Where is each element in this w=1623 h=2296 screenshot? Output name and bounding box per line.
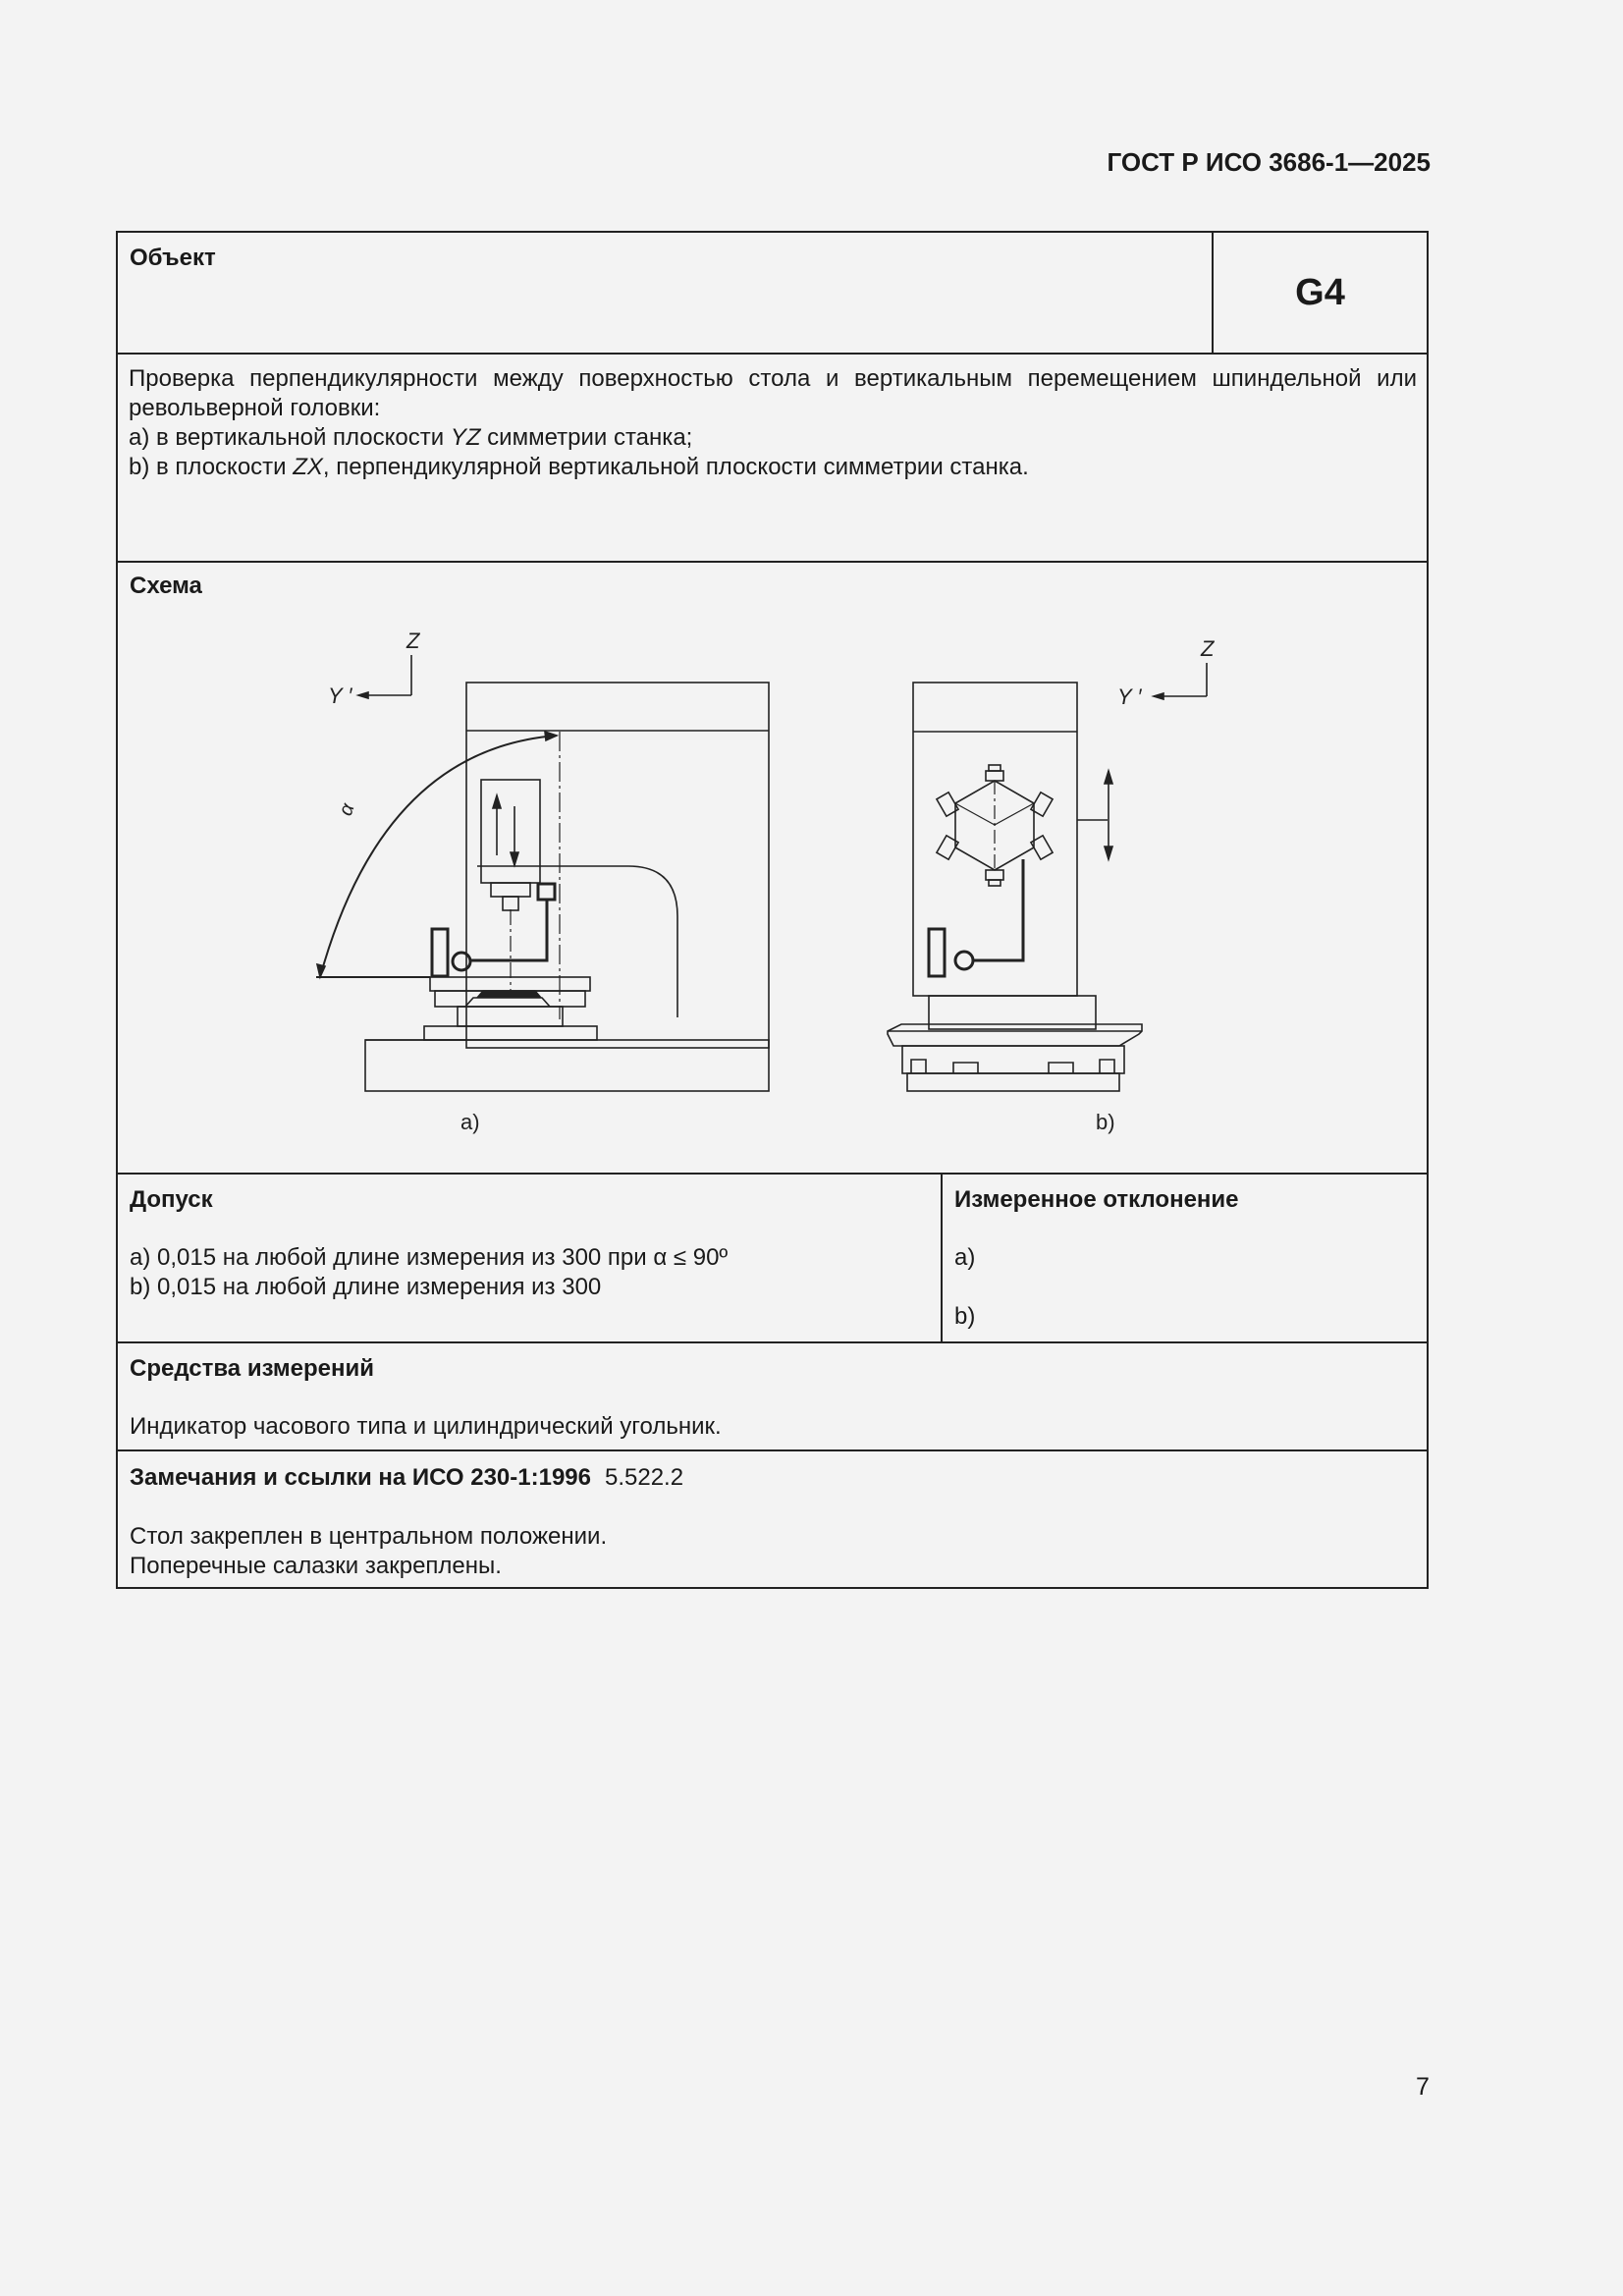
notes-line-1: Стол закреплен в центральном положении. xyxy=(130,1523,608,1550)
notes-heading: Замечания и ссылки на ИСО 230-1:1996 5.522.2 xyxy=(130,1464,684,1491)
tolerance-row xyxy=(118,1175,1427,1343)
measuring-means-row xyxy=(118,1343,1427,1451)
schema-drawing xyxy=(118,602,1427,1172)
description-main: Проверка перпендикулярности между поверхностью стола и вертикальным перемещением шпиндельной или револьверной головки: xyxy=(129,365,1417,421)
deviation-a: a) xyxy=(954,1244,976,1271)
deviation-label: Измеренное отклонение xyxy=(954,1186,1239,1213)
object-description-row xyxy=(118,355,1427,563)
alpha-label: α xyxy=(335,800,359,819)
page-number: 7 xyxy=(1416,2073,1430,2101)
deviation-b: b) xyxy=(954,1303,976,1330)
axis-z-label-a: Z xyxy=(406,629,420,653)
means-text: Индикатор часового типа и цилиндрический угольник. xyxy=(130,1413,722,1440)
caption-b: b) xyxy=(1096,1110,1115,1134)
caption-a: a) xyxy=(460,1110,480,1134)
description-item-b: b) в плоскости ZX, перпендикулярной вертикальной плоскости симметрии станка. xyxy=(129,454,1029,480)
schema-label: Схема xyxy=(130,573,202,599)
notes-line-2: Поперечные салазки закреплены. xyxy=(130,1553,502,1579)
tolerance-line-b: b) 0,015 на любой длине измерения из 300 xyxy=(130,1274,602,1300)
schema-row xyxy=(118,563,1427,1175)
test-form-table xyxy=(116,231,1429,1589)
test-code: G4 xyxy=(1212,233,1427,353)
object-label: Объект xyxy=(130,245,216,271)
axis-y-label-a: Y ′ xyxy=(328,683,352,708)
object-row xyxy=(118,233,1427,355)
tolerance-line-a: a) 0,015 на любой длине измерения из 300 при α ≤ 90º xyxy=(130,1244,729,1271)
notes-row xyxy=(118,1451,1427,1587)
tolerance-label: Допуск xyxy=(130,1186,213,1213)
figure-b xyxy=(888,636,1216,1134)
description-item-a: a) в вертикальной плоскости YZ симметрии станка; xyxy=(129,424,693,451)
axis-z-label-b: Z xyxy=(1201,636,1215,661)
notes-reference: 5.522.2 xyxy=(604,1464,684,1491)
tolerance-cell xyxy=(118,1175,943,1341)
deviation-cell xyxy=(943,1175,1427,1341)
means-label: Средства измерений xyxy=(130,1355,375,1382)
figure-a xyxy=(316,629,769,1134)
axis-y-label-b: Y ′ xyxy=(1117,684,1142,709)
document-code: ГОСТ Р ИСО 3686-1—2025 xyxy=(1107,147,1431,177)
